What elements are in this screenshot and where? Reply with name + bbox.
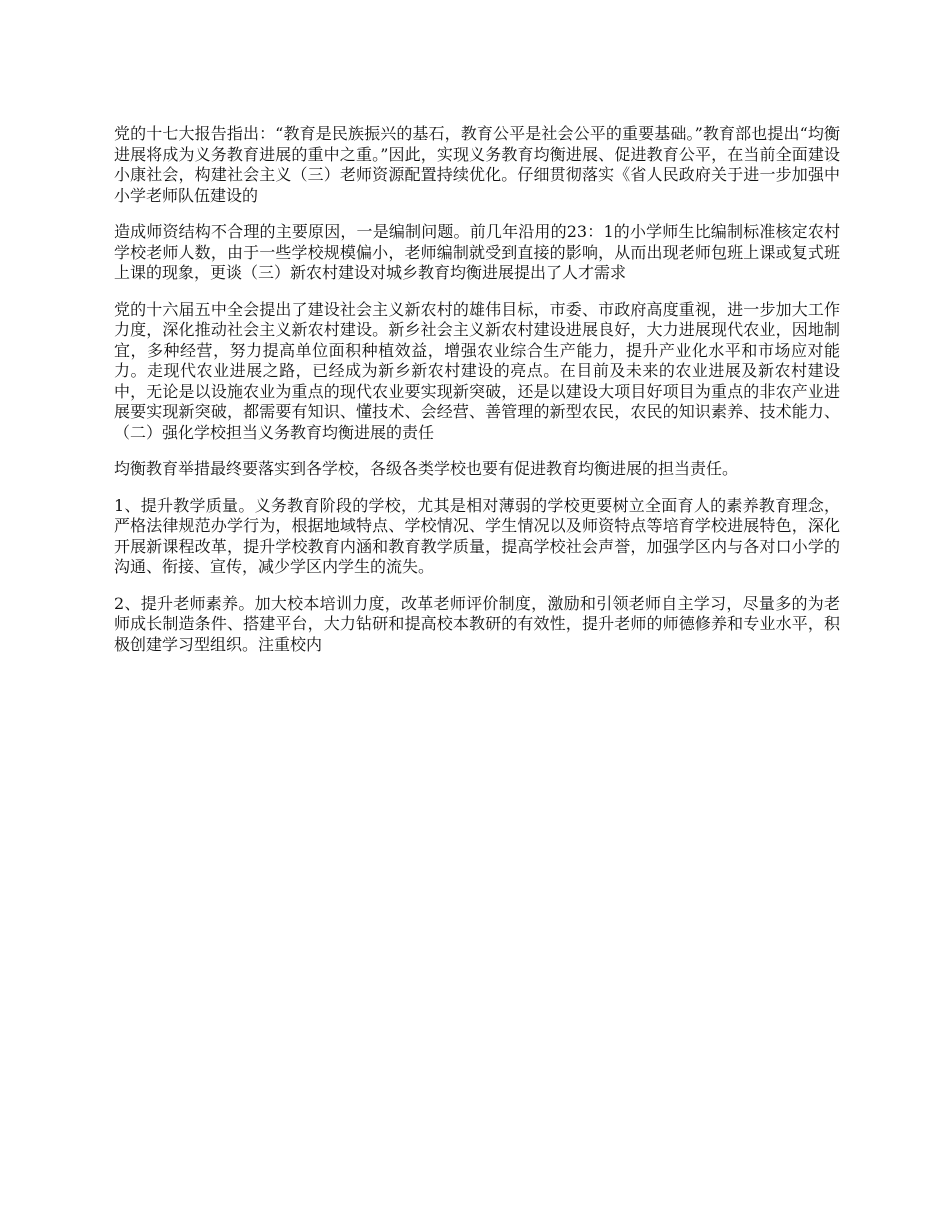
paragraph-6: 2、提升老师素养。加大校本培训力度，改革老师评价制度，激励和引领老师自主学习，尽量多的为老师成长制造条件、搭建平台，大力钻研和提高校本教研的有效性，提升老师的师德修养和专业水平，积极创建学习型组织。注重校内: [114, 593, 840, 654]
document-body: [114, 124, 840, 671]
paragraph-2: 造成师资结构不合理的主要原因，一是编制问题。前几年沿用的23：1的小学师生比编制标准核定农村学校老师人数，由于一些学校规模偏小，老师编制就受到直接的影响，从而出现老师包班上课或复式班上课的现象，更谈（三）新农村建设对城乡教育均衡进展提出了人才需求: [114, 222, 840, 282]
paragraph-3: 党的十六届五中全会提出了建设社会主义新农村的雄伟目标，市委、市政府高度重视，进一步加大工作力度，深化推动社会主义新农村建设。新乡社会主义新农村建设进展良好，大力进展现代农业，因地制宜，多种经营，努力提高单位面积种植效益，增强农业综合生产能力，提升产业化水平和市场应对能力。走现代农业进展之路，已经成为新乡新农村建设的亮点。在目前及未来的农业进展及新农村建设中，无论是以设施农业为重点的现代农业要实现新突破，还是以建设大项目好项目为重点的非农产业进展要实现新突破，都需要有知识、懂技术、会经营、善管理的新型农民，农民的知识素养、技术能力、（二）强化学校担当义务教育均衡进展的责任: [114, 299, 840, 442]
paragraph-5: 1、提升教学质量。义务教育阶段的学校，尤其是相对薄弱的学校更要树立全面育人的素养教育理念，严格法律规范办学行为，根据地域特点、学校情况、学生情况以及师资特点等培育学校进展特色，深化开展新课程改革，提升学校教育内涵和教育教学质量，提高学校社会声誉，加强学区内与各对口小学的沟通、衔接、宣传，减少学区内学生的流失。: [114, 495, 840, 576]
paragraph-4: 均衡教育举措最终要落实到各学校，各级各类学校也要有促进教育均衡进展的担当责任。: [114, 459, 739, 478]
paragraph-1: 党的十七大报告指出：“教育是民族振兴的基石，教育公平是社会公平的重要基础。”教育部也提出“均衡进展将成为义务教育进展的重中之重。”因此，实现义务教育均衡进展、促进教育公平，在当前全面建设小康社会，构建社会主义（三）老师资源配置持续优化。仔细贯彻落实《省人民政府关于进一步加强中小学老师队伍建设的: [114, 124, 840, 205]
